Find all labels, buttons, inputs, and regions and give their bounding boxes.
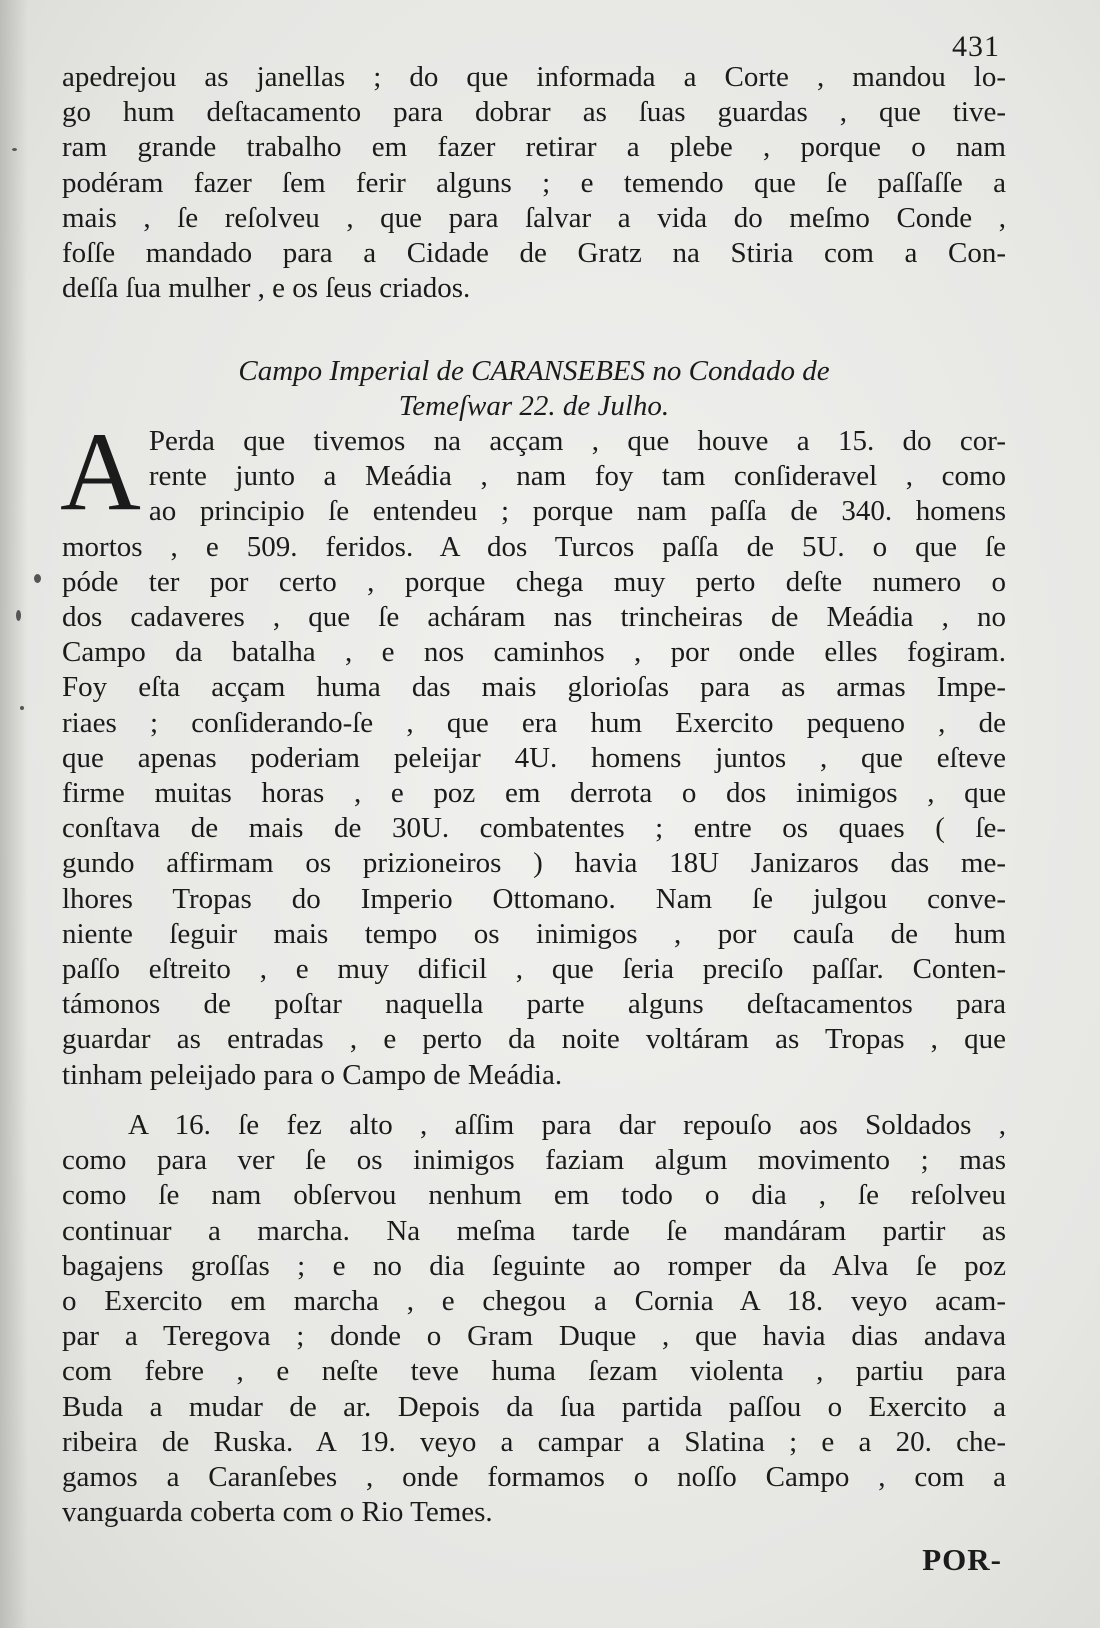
ink-speck [16, 610, 21, 621]
text-line: apedrejou as janellas ; do que informada a Corte , mandou lo- [62, 61, 1006, 93]
text-line: foſſe mandado para a Cidade de Gratz na Stiria com a Con- [62, 237, 1006, 270]
text-line: tinham peleijado para o Campo de Meádia. [62, 1058, 563, 1091]
text-line: como para ver ſe os inimigos faziam algum movimento ; mas [62, 1144, 1006, 1177]
text-line: Campo da batalha , e nos caminhos , por onde elles fogiram. [62, 636, 1006, 669]
text-line: dos cadaveres , que ſe acháram nas trincheiras de Meádia , no [62, 601, 1006, 634]
text-line: deſſa ſua mulher , e os ſeus criados. [62, 272, 471, 305]
text-line: riaes ; conſiderando-ſe , que era hum Exercito pequeno , de [62, 706, 1006, 739]
text-line: gundo affirmam os prizioneiros ) havia 18U Janizaros das me- [62, 847, 1006, 880]
text-line: guardar as entradas , e perto da noite voltáram as Tropas , que [62, 1023, 1006, 1056]
ink-speck [34, 574, 41, 583]
ink-speck [20, 706, 24, 710]
catchword: POR- [922, 1542, 1002, 1577]
text-line: paſſo eſtreito , e muy dificil , que ſeria preciſo paſſar. Conten- [62, 953, 1006, 986]
text-line: lhores Tropas do Imperio Ottomano. Nam ſe julgou conve- [62, 882, 1006, 915]
text-line: mais , ſe reſolveu , que para ſalvar a vida do meſmo Conde , [62, 201, 1006, 234]
paragraph-1 [62, 60, 1006, 306]
text-line: o Exercito em marcha , e chegou a Cornia A 18. veyo acam- [62, 1285, 1006, 1318]
text-line: conſtava de mais de 30U. combatentes ; entre os quaes ( ſe- [62, 812, 1006, 845]
text-line: vanguarda coberta com o Rio Temes. [62, 1496, 493, 1529]
text-line: niente ſeguir mais tempo os inimigos , por cauſa de hum [62, 917, 1006, 950]
heading-line-1: Campo Imperial de CARANSEBES no Condado de [238, 355, 830, 387]
ink-speck [12, 148, 17, 151]
text-line: go hum deſtacamento para dobrar as ſuas guardas , que tive- [62, 96, 1006, 129]
paragraph-3 [62, 1108, 1006, 1530]
text-line: firme muitas horas , e poz em derrota o dos inimigos , que [62, 777, 1006, 810]
dateline-heading [62, 354, 1006, 424]
text-line: Buda a mudar de ar. Depois da ſua partida paſſou o Exercito a [62, 1390, 1006, 1423]
text-line: par a Teregova ; donde o Gram Duque , que havia dias andava [62, 1320, 1006, 1353]
text-line: ao principio ſe entendeu ; porque nam paſſa de 340. homens [148, 495, 1006, 528]
heading-line-2: Temeſwar 22. de Julho. [398, 390, 670, 422]
text-line: ram grande trabalho em fazer retirar a plebe , porque o nam [62, 131, 1006, 164]
text-line: támonos de poſtar naquella parte alguns deſtacamentos para [62, 988, 1006, 1021]
text-line: gamos a Caranſebes , onde formamos o noſſo Campo , com a [62, 1461, 1006, 1494]
text-line: mortos , e 509. feridos. A dos Turcos paſſa de 5U. o que ſe [62, 530, 1006, 563]
text-line: continuar a marcha. Na meſma tarde ſe mandáram partir as [62, 1214, 1006, 1247]
text-line: ribeira de Ruska. A 19. veyo a campar a Slatina ; e a 20. che- [62, 1425, 1006, 1458]
text-line: póde ter por certo , porque chega muy perto deſte numero o [62, 565, 1006, 598]
text-line: A 16. ſe fez alto , aſſim para dar repouſo aos Soldados , [128, 1109, 1006, 1141]
drop-cap: A [60, 410, 141, 534]
paragraph-2 [60, 410, 1006, 1093]
text-line: com febre , e neſte teve huma ſezam violenta , partiu para [62, 1355, 1006, 1388]
text-line: bagajens groſſas ; e no dia ſeguinte ao romper da Alva ſe poz [62, 1249, 1006, 1282]
text-line: que apenas poderiam peleijar 4U. homens juntos , que eſteve [62, 741, 1006, 774]
text-line: Foy eſta acçam huma das mais glorioſas para as armas Impe- [62, 671, 1006, 704]
page-number: 431 [952, 30, 1000, 63]
text-line: podéram fazer ſem ferir alguns ; e temendo que ſe paſſaſſe a [62, 166, 1006, 199]
text-line: rente junto a Meádia , nam foy tam conſideravel , como [148, 460, 1006, 493]
text-line: como ſe nam obſervou nenhum em todo o dia , ſe reſolveu [62, 1179, 1006, 1212]
text-line: Perda que tivemos na acçam , que houve a 15. do cor- [148, 425, 1006, 457]
